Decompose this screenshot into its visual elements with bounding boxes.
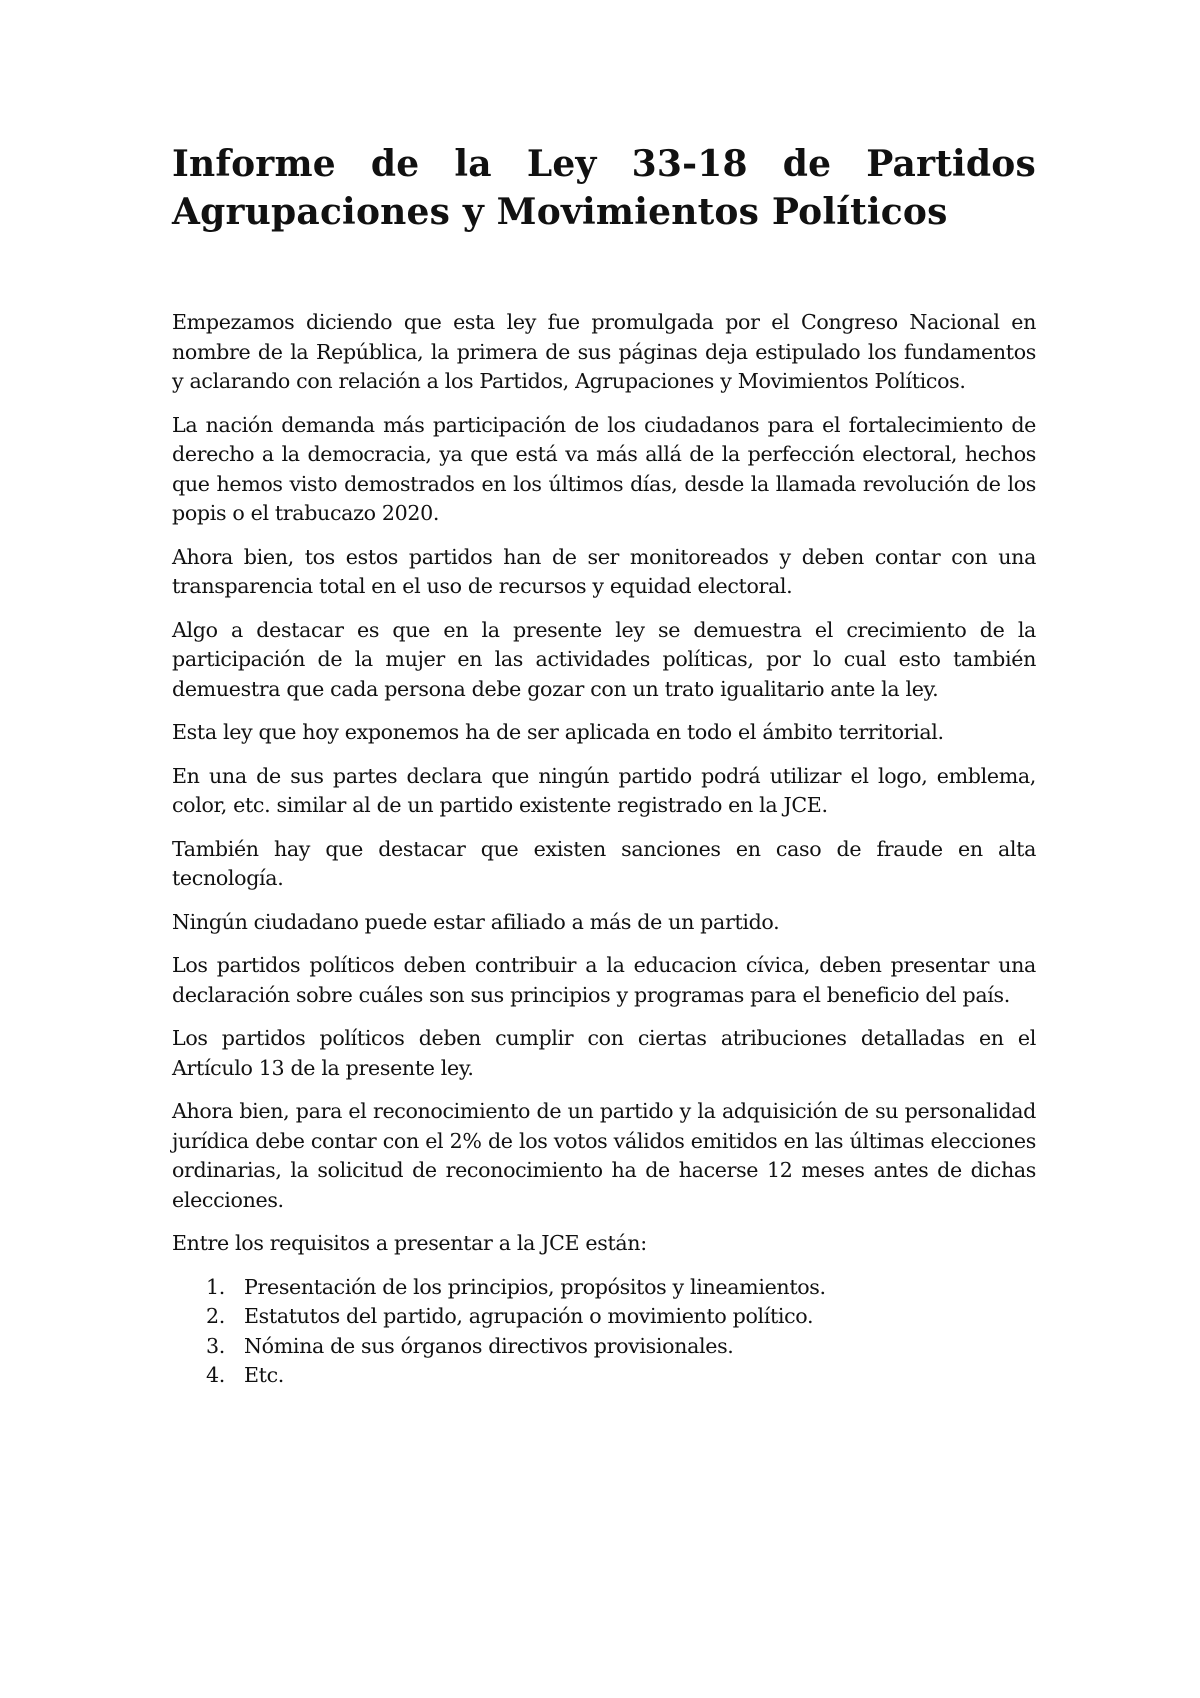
list-item — [172, 1361, 1036, 1391]
list-item-text: Presentación de los principios, propósitos y lineamientos. — [244, 1274, 826, 1299]
paragraph-participation: La nación demanda más participación de los ciudadanos para el fortalecimiento de derecho a la democracia, ya que está va más allá de la perfección electoral, hechos que hemos visto demostrados en los últimos días, desde la llamada revolución de los popis o el trabucazo 2020. — [172, 412, 1036, 525]
document-page — [172, 140, 1036, 1391]
paragraph-logo: En una de sus partes declara que ningún partido podrá utilizar el logo, emblema, color, etc. similar al de un partido existente registrado en la JCE. — [172, 763, 1036, 817]
list-item — [172, 1332, 1036, 1362]
paragraph-article-13: Los partidos políticos deben cumplir con ciertas atribuciones detalladas en el Artículo 13 de la presente ley. — [172, 1026, 1036, 1080]
paragraph-recognition: Ahora bien, para el reconocimiento de un partido y la adquisición de su personalidad jurídica debe contar con el 2% de los votos válidos emitidos en las últimas elecciones ordinarias, la solicitud de reconocimiento ha de hacerse 12 meses antes de dichas elecciones. — [172, 1099, 1036, 1212]
paragraph-women: Algo a destacar es que en la presente ley se demuestra el crecimiento de la participación de la mujer en las actividades políticas, por lo cual esto también demuestra que cada persona debe gozar con un trato igualitario ante la ley. — [172, 617, 1036, 701]
paragraph-territory: Esta ley que hoy exponemos ha de ser aplicada en todo el ámbito territorial. — [172, 720, 944, 744]
list-item-text: Estatutos del partido, agrupación o movimiento político. — [244, 1304, 814, 1328]
document-title — [172, 140, 1036, 236]
list-item-text: Etc. — [244, 1363, 284, 1387]
paragraph-affiliation: Ningún ciudadano puede estar afiliado a más de un partido. — [172, 909, 780, 934]
list-item — [172, 1273, 1036, 1303]
list-item-number: 2. — [206, 1304, 225, 1328]
title-line-2: Agrupaciones y Movimientos Políticos — [172, 191, 948, 233]
paragraph-requirements-intro: Entre los requisitos a presentar a la JCE están: — [172, 1231, 647, 1255]
title-line-1: Informe de la Ley 33-18 de Partidos — [172, 143, 1036, 185]
list-item-number: 4. — [206, 1363, 225, 1387]
list-item — [172, 1302, 1036, 1332]
requirements-list — [172, 1273, 1036, 1391]
paragraph-sanctions: También hay que destacar que existen sanciones en caso de fraude en alta tecnología. — [172, 836, 1036, 890]
paragraph-civic-education: Los partidos políticos deben contribuir a la educacion cívica, deben presentar una declaración sobre cuáles son sus principios y programas para el beneficio del país. — [172, 953, 1036, 1007]
list-item-text: Nómina de sus órganos directivos provisionales. — [244, 1333, 734, 1358]
list-item-number: 3. — [206, 1333, 225, 1358]
list-item-number: 1. — [206, 1274, 225, 1299]
paragraph-intro: Empezamos diciendo que esta ley fue promulgada por el Congreso Nacional en nombre de la República, la primera de sus páginas deja estipulado los fundamentos y aclarando con relación a los Partidos, Agrupaciones y Movimientos Políticos. — [172, 310, 1036, 393]
paragraph-monitoring: Ahora bien, tos estos partidos han de ser monitoreados y deben contar con una transparencia total en el uso de recursos y equidad electoral. — [172, 544, 1036, 598]
